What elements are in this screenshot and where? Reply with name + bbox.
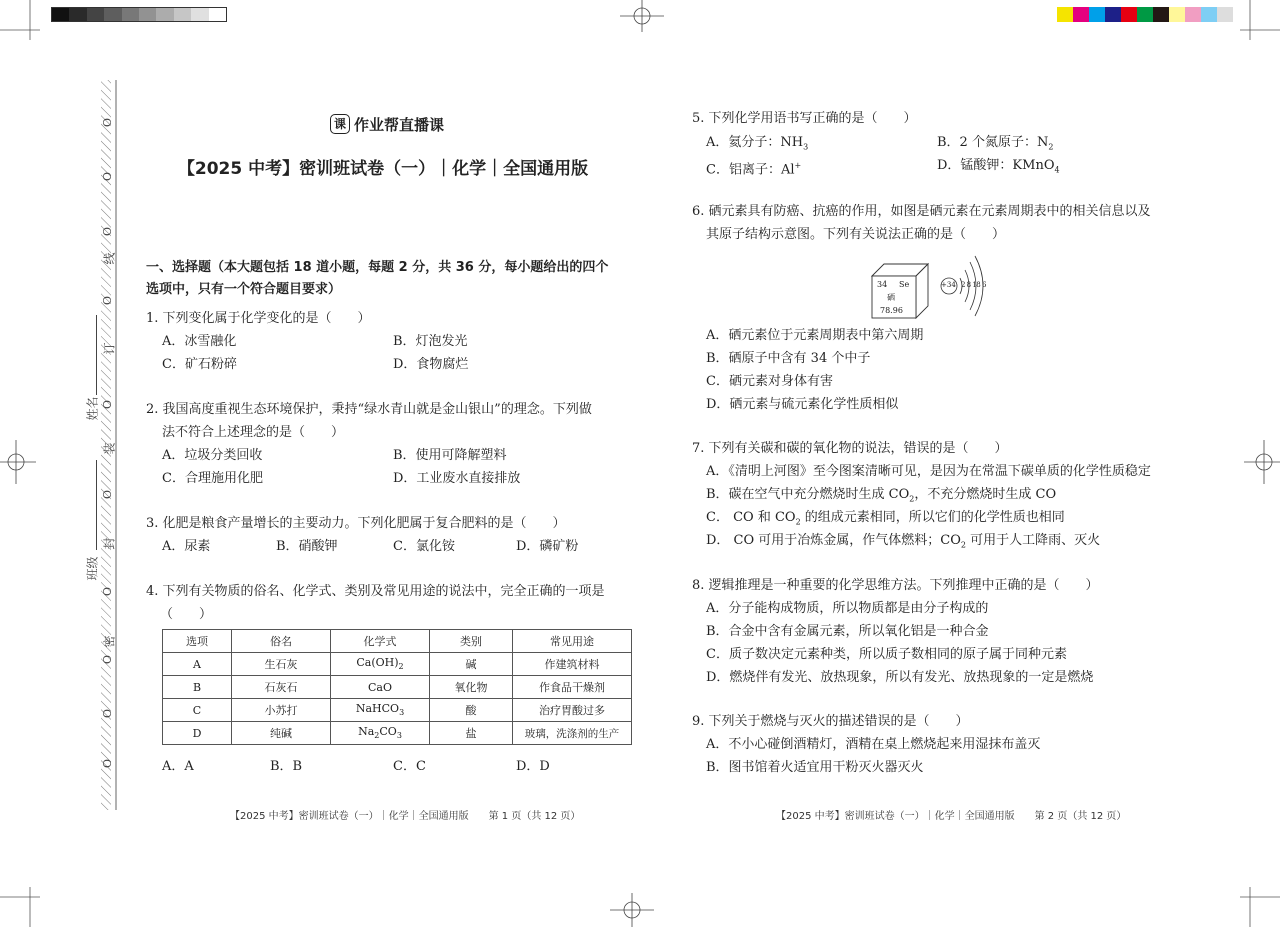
cell-symbol: Se (899, 280, 910, 289)
q4-options-table (162, 629, 632, 745)
table-cell: 玻璃，洗涤剂的生产 (513, 722, 632, 745)
registration-mark-top (620, 0, 664, 32)
table-cell: 生石灰 (232, 653, 331, 676)
q5-d-sub: 4 (1054, 165, 1060, 175)
q3-option-a[interactable]: A．尿素 (162, 539, 211, 554)
table-cell: 纯碱 (232, 722, 331, 745)
q5-option-a[interactable] (706, 134, 808, 156)
table-header-cell: 常见用途 (513, 630, 632, 653)
table-header-cell: 选项 (163, 630, 232, 653)
table-cell: 碱 (430, 653, 513, 676)
q3-option-c[interactable]: C．氯化铵 (393, 539, 455, 554)
q6-option-b[interactable]: B．硒原子中含有 34 个中子 (706, 351, 871, 366)
table-cell-formula (331, 722, 430, 745)
name-field-line[interactable] (96, 315, 97, 395)
binding-circle: O (101, 226, 115, 237)
formula-text: NaHCO (355, 702, 400, 716)
q6-stem-line2: 其原子结构示意图。下列有关说法正确的是（ ） (706, 227, 1006, 242)
binding-char-seal: 封 (102, 537, 117, 550)
q6-option-a[interactable]: A．硒元素位于元素周期表中第六周期 (706, 328, 924, 343)
brand-name: 作业帮直播课 (354, 115, 445, 134)
table-cell: 治疗胃酸过多 (513, 699, 632, 722)
q8-option-b[interactable]: B．合金中含有金属元素，所以氧化铝是一种合金 (706, 624, 989, 639)
q5-option-d[interactable] (937, 157, 1060, 179)
formula-subscript: 2 (374, 731, 380, 741)
q7-b-sub: 2 (909, 494, 915, 504)
formula-subscript: 2 (398, 662, 404, 672)
formula-text: Ca(OH) (356, 656, 399, 670)
cell-element-name: 硒 (887, 293, 895, 302)
binding-circle: O (101, 171, 115, 182)
brand-logo-icon: 课 (330, 114, 350, 134)
class-field-line[interactable] (96, 460, 97, 550)
formula-subscript: 3 (396, 731, 402, 741)
q2-option-b[interactable]: B．使用可降解塑料 (393, 448, 507, 463)
binding-circle: O (101, 758, 115, 769)
table-cell: C (163, 699, 232, 722)
cell-atomic-mass: 78.96 (880, 306, 903, 315)
page-footer-left: 【2025 中考】密训班试卷（一）｜化学｜全国通用版 第 1 页（共 12 页） (230, 811, 581, 822)
q5-a-text: A．氦分子：NH (706, 135, 804, 150)
q7-d-text: D． CO 可用于冶炼金属，作气体燃料；CO (706, 533, 961, 548)
table-row (163, 699, 632, 722)
q2-option-a[interactable]: A．垃圾分类回收 (162, 448, 263, 463)
table-cell-formula (331, 699, 430, 722)
q6-option-c[interactable]: C．硒元素对身体有害 (706, 374, 833, 389)
q4-stem-line1: 4. 下列有关物质的俗名、化学式、类别及常见用途的说法中，完全正确的一项是 (146, 584, 605, 599)
q7-option-b[interactable] (706, 486, 1056, 508)
table-cell: 作建筑材料 (513, 653, 632, 676)
q9-option-b[interactable]: B．图书馆着火适宜用干粉灭火器灭火 (706, 760, 924, 775)
section-heading-line1: 一、选择题（本大题包括 18 道小题，每题 2 分，共 36 分，每小题给出的四个 (146, 260, 609, 275)
atom-shell-electrons: 2 8 18 6 (961, 281, 986, 289)
q8-option-d[interactable]: D．燃烧伴有发光、放热现象，所以有发光、放热现象的一定是燃烧 (706, 670, 1094, 685)
q1-option-a[interactable]: A．冰雪融化 (162, 334, 237, 349)
q7-c-text: C． CO 和 CO (706, 510, 796, 525)
q7-b-text-rest: ，不充分燃烧时生成 CO (914, 487, 1057, 502)
q8-stem: 8. 逻辑推理是一种重要的化学思维方法。下列推理中正确的是（ ） (692, 578, 1099, 593)
exam-title: 【2025 中考】密训班试卷（一）｜化学｜全国通用版 (177, 159, 589, 179)
q7-option-d[interactable] (706, 532, 1100, 554)
binding-circle: O (101, 489, 115, 500)
q7-b-text: B．碳在空气中充分燃烧时生成 CO (706, 487, 910, 502)
q5-b-sub: 2 (1048, 142, 1054, 152)
table-cell: 酸 (430, 699, 513, 722)
q5-stem: 5. 下列化学用语书写正确的是（ ） (692, 111, 917, 126)
q3-option-b[interactable]: B．硝酸钾 (276, 539, 338, 554)
atom-nucleus-charge: +34 (941, 281, 956, 289)
table-cell: A (163, 653, 232, 676)
registration-mark-left (0, 440, 36, 484)
q2-stem-line1: 2. 我国高度重视生态环境保护，秉持“绿水青山就是金山银山”的理念。下列做 (146, 402, 592, 417)
binding-circle: O (101, 586, 115, 597)
binding-char-line: 线 (102, 252, 117, 265)
q7-option-c[interactable] (706, 509, 1065, 531)
registration-mark-right (1244, 440, 1280, 484)
formula-subscript: 3 (399, 708, 405, 718)
q2-stem-line2: 法不符合上述理念的是（ ） (162, 425, 345, 440)
q9-option-a[interactable]: A．不小心碰倒酒精灯，酒精在桌上燃烧起来用湿抹布盖灭 (706, 737, 1041, 752)
binding-char-install: 装 (102, 442, 117, 455)
binding-circle: O (101, 295, 115, 306)
q2-option-d[interactable]: D．工业废水直接排放 (393, 471, 521, 486)
table-row (163, 676, 632, 699)
table-cell: 氧化物 (430, 676, 513, 699)
q1-option-d[interactable]: D．食物腐烂 (393, 357, 469, 372)
page-footer-right: 【2025 中考】密训班试卷（一）｜化学｜全国通用版 第 2 页（共 12 页） (776, 811, 1127, 822)
grayscale-calibration-bar (51, 7, 227, 22)
q6-stem-line1: 6. 硒元素具有防癌、抗癌的作用，如图是硒元素在元素周期表中的相关信息以及 (692, 204, 1151, 219)
q5-d-text: D．锰酸钾：KMnO (937, 158, 1055, 173)
crop-mark-top-right (1235, 0, 1280, 45)
table-row (163, 653, 632, 676)
q7-c-sub: 2 (795, 517, 801, 527)
table-header-cell: 化学式 (331, 630, 430, 653)
binding-circle: O (101, 708, 115, 719)
registration-mark-bottom (610, 893, 654, 927)
q2-option-c[interactable]: C．合理施用化肥 (162, 471, 263, 486)
q5-a-sub: 3 (803, 142, 809, 152)
q9-stem: 9. 下列关于燃烧与灭火的描述错误的是（ ） (692, 714, 969, 729)
table-row (163, 722, 632, 745)
crop-mark-bottom-right (1235, 882, 1280, 927)
q5-c-text: C．铝离子：Al (706, 162, 795, 178)
brand-header (330, 112, 444, 136)
name-field-label: 姓名 (85, 396, 100, 421)
q7-option-a[interactable]: A．《清明上河图》至今图案清晰可见，是因为在常温下碳单质的化学性质稳定 (706, 464, 1151, 479)
q8-option-c[interactable]: C．质子数决定元素种类，所以质子数相同的原子属于同种元素 (706, 647, 1067, 662)
binding-circle: O (101, 399, 115, 410)
q4-option-c[interactable]: C．C (393, 759, 426, 774)
q1-option-b[interactable]: B．灯泡发光 (393, 334, 468, 349)
table-cell-formula: CaO (331, 676, 430, 699)
formula-text: CO (379, 725, 397, 739)
q5-b-text: B．2 个氮原子：N (937, 135, 1049, 150)
color-calibration-bar (1057, 7, 1233, 22)
q7-stem: 7. 下列有关碳和碳的氧化物的说法，错误的是（ ） (692, 441, 1008, 456)
cell-atomic-number: 34 (877, 280, 888, 289)
q3-option-d[interactable]: D．磷矿粉 (516, 539, 579, 554)
table-cell-formula (331, 653, 430, 676)
binding-char-secret: 密 (102, 635, 117, 648)
q4-stem-line2: （ ） (160, 607, 213, 622)
table-cell: 作食品干燥剂 (513, 676, 632, 699)
q3-stem: 3. 化肥是粮食产量增长的主要动力。下列化肥属于复合肥料的是（ ） (146, 516, 566, 531)
crop-mark-top-left (0, 0, 45, 45)
q4-option-a[interactable]: A．A (162, 759, 194, 774)
q1-stem: 1. 下列变化属于化学变化的是（ ） (146, 311, 371, 326)
table-cell: 石灰石 (232, 676, 331, 699)
q4-option-d[interactable]: D．D (516, 759, 550, 774)
q8-option-a[interactable]: A．分子能构成物质，所以物质都是由分子构成的 (706, 601, 989, 616)
q7-d-sub: 2 (960, 540, 966, 550)
table-cell: 小苏打 (232, 699, 331, 722)
class-field-label: 班级 (85, 556, 100, 581)
section-heading-line2: 选项中，只有一个符合题目要求） (146, 282, 342, 297)
formula-text: Na (358, 725, 375, 739)
q5-option-b[interactable] (937, 134, 1053, 156)
table-header-cell: 俗名 (232, 630, 331, 653)
q5-option-c[interactable] (706, 157, 801, 178)
table-cell: 盐 (430, 722, 513, 745)
binding-char-order: 订 (102, 342, 117, 355)
table-header-cell: 类别 (430, 630, 513, 653)
q7-d-text-rest: 可用于人工降雨、灭火 (966, 533, 1101, 548)
crop-mark-bottom-left (0, 882, 45, 927)
q1-option-c[interactable]: C．矿石粉碎 (162, 357, 237, 372)
q5-c-sup: + (794, 161, 802, 170)
table-header-row (163, 630, 632, 653)
table-cell: D (163, 722, 232, 745)
binding-circle: O (101, 654, 115, 665)
q7-c-text-rest: 的组成元素相同，所以它们的化学性质也相同 (800, 510, 1065, 525)
q4-option-b[interactable]: B．B (270, 759, 303, 774)
table-cell: B (163, 676, 232, 699)
binding-circle: O (101, 117, 115, 128)
q6-option-d[interactable]: D．硒元素与硫元素化学性质相似 (706, 397, 899, 412)
